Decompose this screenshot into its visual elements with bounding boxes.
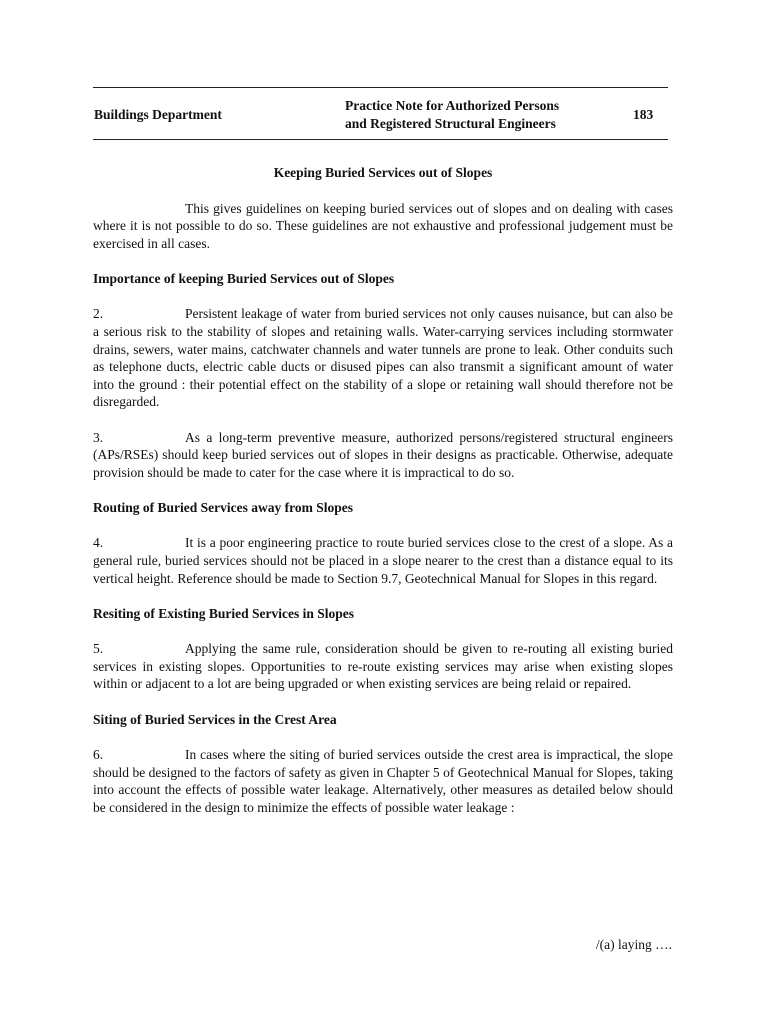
header-top-rule [93,87,668,88]
paragraph-text: In cases where the siting of buried services outside the crest area is impractical, the slope should be designed to the factors of safety as given in Chapter 5 of Geotechnical Manual for Slopes, taking into account the effects of possible water leakage. Alternatively, other measures as detailed below should be considered in the design to minimize the effects of possible water leakage : [93,747,673,815]
paragraph-text: It is a poor engineering practice to route buried services close to the crest of a slope. As a general rule, buried services should not be placed in a slope nearer to the crest than a distance equal to its vertical height. Reference should be made to Section 9.7, Geotechnical Manual for Slopes in this regard. [93,535,673,586]
intro-text: This gives guidelines on keeping buried services out of slopes and on dealing with cases where it is not possible to do so. These guidelines are not exhaustive and professional judgement must be exercised in all cases. [93,200,673,251]
paragraph-5 [93,640,673,693]
paragraph-number: 2. [93,306,104,322]
section-heading-resiting: Resiting of Existing Buried Services in Slopes [93,605,355,621]
section-heading-siting: Siting of Buried Services in the Crest Area [93,711,337,727]
continuation-note: /(a) laying …. [595,937,672,952]
practice-note-number: 183 [633,107,654,122]
paragraph-text: As a long-term preventive measure, authorized persons/registered structural engineers (APs/RSEs) should keep buried services out of slopes in their designs as practicable. Otherwise, adequate provision should be made to cater for the case where it is impractical to do so. [93,429,673,480]
paragraph-number: 6. [93,747,104,763]
paragraph-6 [93,746,673,816]
paragraph-2 [93,305,673,411]
paragraph-number: 4. [93,535,104,551]
paragraph-number: 5. [93,641,104,657]
practice-note-title-line1: Practice Note for Authorized Persons [345,98,560,113]
header-bottom-rule [93,139,668,140]
paragraph-number: 3. [93,429,104,445]
practice-note-title [345,97,615,133]
paragraph-text: Persistent leakage of water from buried services not only causes nuisance, but can also be a serious risk to the stability of slopes and retaining walls. Water-carrying services including stormwater drains, sewers, water mains, catchwater channels and water tunnels are prone to leak. Other conduits such as telephone ducts, electric cable ducts or disused pipes can also transmit a significant amount of water into the ground : their potential effect on the stability of a slope or retaining wall should therefore not be disregarded. [93,306,673,410]
section-heading-importance: Importance of keeping Buried Services out of Slopes [93,270,395,286]
paragraph-3 [93,429,673,482]
paragraph-4 [93,534,673,587]
intro-paragraph [93,200,673,253]
document-title: Keeping Buried Services out of Slopes [273,165,493,180]
document-body [93,164,673,834]
department-name: Buildings Department [94,107,222,122]
practice-note-title-line2: and Registered Structural Engineers [345,116,556,131]
paragraph-text: Applying the same rule, consideration should be given to re-routing all existing buried services in existing slopes. Opportunities to re-route existing services may arise when existing slopes within or adjacent to a lot are being upgraded or when existing services are being relaid or repaired. [93,641,673,692]
section-heading-routing: Routing of Buried Services away from Slopes [93,499,353,515]
